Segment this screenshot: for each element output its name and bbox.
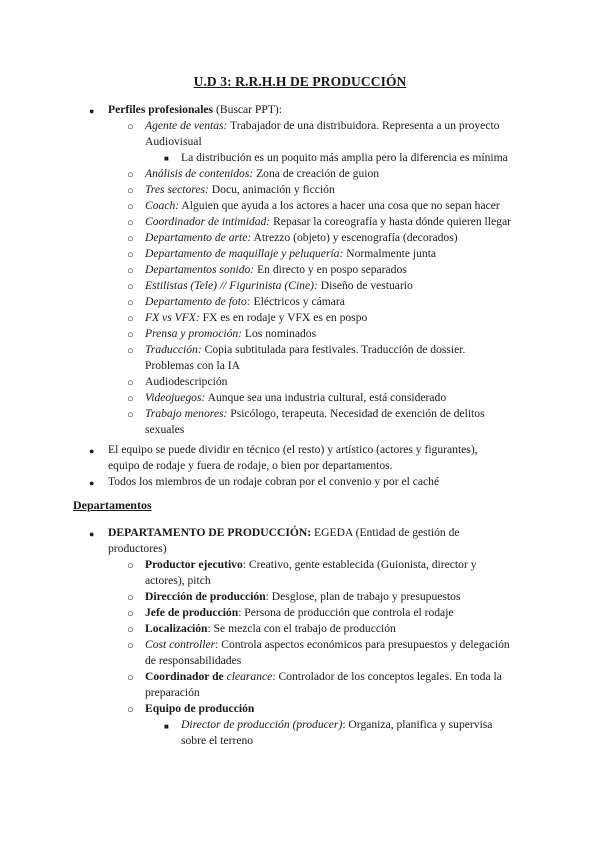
list-item-continuation: productores): [108, 542, 167, 555]
list-item-continuation: actores), pitch: [145, 574, 211, 587]
circle-bullet-icon: ○: [127, 704, 134, 716]
list-item: Tres sectores: Docu, animación y ficción: [145, 183, 335, 196]
bullet-icon: ●: [89, 478, 95, 488]
circle-bullet-icon: ○: [127, 377, 134, 389]
list-item: Jefe de producción: Persona de producción que controla el rodaje: [145, 606, 454, 619]
circle-bullet-icon: ○: [127, 393, 134, 405]
circle-bullet-icon: ○: [127, 217, 134, 229]
list-item: Audiodescripción: [145, 375, 228, 388]
circle-bullet-icon: ○: [127, 249, 134, 261]
list-item: Agente de ventas: Trabajador de una distribuidora. Representa a un proyecto: [145, 119, 500, 132]
list-item: Coordinador de clearance: Controlador de los conceptos legales. En toda la: [145, 670, 502, 683]
circle-bullet-icon: ○: [127, 169, 134, 181]
list-item: El equipo se puede dividir en técnico (el resto) y artístico (actores y figurantes),: [108, 443, 478, 456]
list-item: Prensa y promoción: Los nominados: [145, 327, 317, 340]
bullet-icon: ●: [89, 106, 95, 116]
list-item-continuation: equipo de rodaje y fuera de rodaje, o bien por departamentos.: [108, 459, 393, 472]
list-item: Trabajo menores: Psicólogo, terapeuta. Necesidad de exención de delitos: [145, 407, 485, 420]
list-item: Director de producción (producer): Organiza, planifica y supervisa: [181, 718, 493, 731]
circle-bullet-icon: ○: [127, 265, 134, 277]
square-bullet-icon: ■: [164, 722, 169, 731]
circle-bullet-icon: ○: [127, 345, 134, 357]
circle-bullet-icon: ○: [127, 313, 134, 325]
circle-bullet-icon: ○: [127, 592, 134, 604]
list-item-continuation: sexuales: [145, 423, 185, 436]
bullet-icon: ●: [89, 529, 95, 539]
bullet-icon: ●: [89, 446, 95, 456]
section-heading: Departamentos: [73, 498, 152, 512]
circle-bullet-icon: ○: [127, 640, 134, 652]
square-bullet-icon: ■: [164, 154, 169, 163]
list-item: Análisis de contenidos: Zona de creación de guion: [145, 167, 380, 180]
list-item: Cost controller: Controla aspectos económicos para presupuestos y delegación: [145, 638, 510, 651]
list-item: Localización: Se mezcla con el trabajo de producción: [145, 622, 396, 635]
list-item: Traducción: Copia subtitulada para festivales. Traducción de dossier.: [145, 343, 466, 356]
list-item: DEPARTAMENTO DE PRODUCCIÓN: EGEDA (Entidad de gestión de: [108, 526, 460, 539]
list-item: Coach: Alguien que ayuda a los actores a hacer una cosa que no sepan hacer: [145, 199, 500, 212]
list-item: Videojuegos: Aunque sea una industria cultural, está considerado: [145, 391, 447, 404]
circle-bullet-icon: ○: [127, 329, 134, 341]
circle-bullet-icon: ○: [127, 297, 134, 309]
list-item: Dirección de producción: Desglose, plan de trabajo y presupuestos: [145, 590, 461, 603]
list-item-continuation: Audiovisual: [145, 135, 202, 148]
list-item-continuation: de responsabilidades: [145, 654, 242, 667]
list-item: Perfiles profesionales (Buscar PPT):: [108, 103, 282, 116]
list-item-continuation: preparación: [145, 686, 200, 699]
page-title: U.D 3: R.R.H.H DE PRODUCCIÓN: [193, 74, 407, 89]
list-item: Estilistas (Tele) // Figurinista (Cine): Diseño de vestuario: [145, 279, 413, 292]
list-item: Coordinador de intimidad: Repasar la coreografía y hasta dónde quieren llegar: [145, 215, 511, 228]
list-item-continuation: sobre el terreno: [181, 734, 254, 747]
circle-bullet-icon: ○: [127, 608, 134, 620]
list-item-continuation: Problemas con la IA: [145, 359, 240, 372]
list-item: FX vs VFX: FX es en rodaje y VFX es en pospo: [145, 311, 368, 324]
list-item: Equipo de producción: [145, 702, 255, 715]
list-item: Todos los miembros de un rodaje cobran por el convenio y por el caché: [108, 475, 440, 488]
list-item: Departamento de arte: Atrezzo (objeto) y escenografía (decorados): [145, 231, 458, 244]
circle-bullet-icon: ○: [127, 560, 134, 572]
circle-bullet-icon: ○: [127, 281, 134, 293]
circle-bullet-icon: ○: [127, 624, 134, 636]
list-item: Departamento de foto: Eléctricos y cámara: [145, 295, 345, 308]
circle-bullet-icon: ○: [127, 201, 134, 213]
circle-bullet-icon: ○: [127, 121, 134, 133]
list-item: Departamentos sonido: En directo y en pospo separados: [145, 263, 407, 276]
list-item: Departamento de maquillaje y peluquería: Normalmente junta: [145, 247, 437, 260]
circle-bullet-icon: ○: [127, 672, 134, 684]
circle-bullet-icon: ○: [127, 185, 134, 197]
list-item: La distribución es un poquito más amplia pero la diferencia es mínima: [181, 151, 508, 164]
list-item: Productor ejecutivo: Creativo, gente establecida (Guionista, director y: [145, 558, 477, 571]
circle-bullet-icon: ○: [127, 233, 134, 245]
circle-bullet-icon: ○: [127, 409, 134, 421]
